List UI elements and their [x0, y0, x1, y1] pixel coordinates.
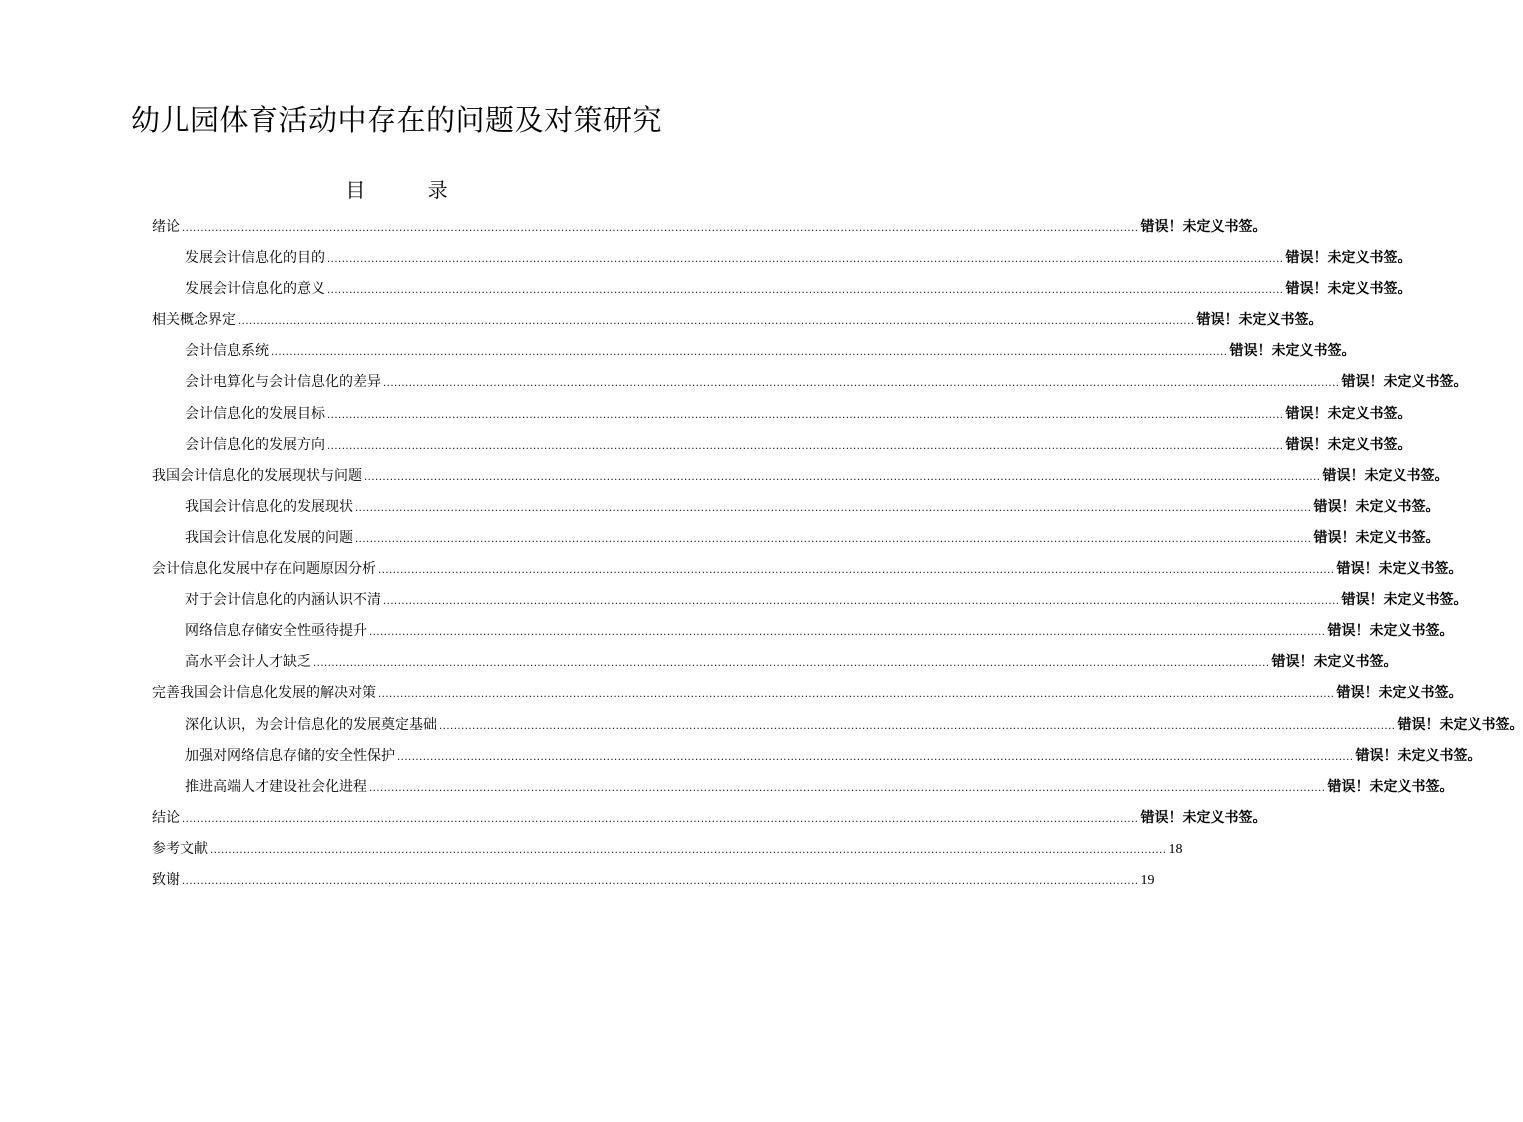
- toc-entry-page: 错误！未定义书签。: [1336, 685, 1463, 702]
- toc-entry-page: 错误！未定义书签。: [1336, 561, 1463, 578]
- toc-entry-page: 错误！未定义书签。: [1397, 716, 1523, 733]
- toc-dot-leader: ....................................................................................................................................................................................................................................................................: [182, 223, 1139, 234]
- toc-entry[interactable]: [152, 274, 1412, 305]
- toc-entry-page: 错误！未定义书签。: [1313, 529, 1440, 546]
- toc-entry-label: 加强对网络信息存储的安全性保护: [185, 747, 395, 764]
- toc-entry-page: 错误！未定义书签。: [1196, 312, 1323, 329]
- toc-entry-page: 错误！未定义书签。: [1322, 467, 1449, 484]
- toc-entry[interactable]: [152, 772, 1454, 803]
- toc-entry-label: 会计信息系统: [185, 343, 269, 360]
- toc-entry-label: 参考文献: [152, 840, 208, 857]
- toc-entry-label: 发展会计信息化的目的: [185, 250, 325, 267]
- toc-entry-page: 18: [1168, 841, 1183, 857]
- toc-entry-label: 对于会计信息化的内涵认识不清: [185, 592, 381, 609]
- toc-entry[interactable]: [152, 585, 1468, 616]
- toc-dot-leader: ....................................................................................................................................................................................................................................................................: [327, 440, 1284, 452]
- toc-entry[interactable]: [152, 523, 1440, 554]
- toc-entry-label: 我国会计信息化的发展现状: [185, 498, 353, 515]
- toc-dot-leader: ....................................................................................................................................................................................................................................................................: [383, 596, 1340, 608]
- toc-entry-page: 错误！未定义书签。: [1285, 436, 1412, 453]
- toc-dot-leader: ....................................................................................................................................................................................................................................................................: [369, 782, 1326, 794]
- toc-entry-page: 错误！未定义书签。: [1140, 809, 1267, 826]
- toc-dot-leader: ....................................................................................................................................................................................................................................................................: [378, 689, 1335, 701]
- toc-entry-label: 我国会计信息化发展的问题: [185, 529, 353, 546]
- toc-entry-label: 我国会计信息化的发展现状与问题: [152, 467, 362, 484]
- toc-dot-leader: ....................................................................................................................................................................................................................................................................: [210, 844, 1167, 856]
- toc-entry-page: 错误！未定义书签。: [1327, 778, 1454, 795]
- toc-entry-label: 发展会计信息化的意义: [185, 281, 325, 298]
- toc-dot-leader: ....................................................................................................................................................................................................................................................................: [355, 502, 1312, 514]
- toc-entry[interactable]: [152, 834, 1183, 865]
- toc-dot-leader: ....................................................................................................................................................................................................................................................................: [182, 813, 1139, 825]
- toc-entry[interactable]: [152, 741, 1482, 772]
- toc-entry-label: 会计信息化的发展目标: [185, 405, 325, 422]
- toc-entry[interactable]: [152, 336, 1356, 367]
- toc-dot-leader: ....................................................................................................................................................................................................................................................................: [364, 471, 1321, 483]
- toc-entry-page: 错误！未定义书签。: [1285, 250, 1412, 267]
- toc-dot-leader: ....................................................................................................................................................................................................................................................................: [369, 627, 1326, 639]
- toc-dot-leader: ....................................................................................................................................................................................................................................................................: [327, 285, 1284, 297]
- toc-entry-label: 相关概念界定: [152, 312, 236, 329]
- toc-dot-leader: ....................................................................................................................................................................................................................................................................: [238, 316, 1195, 328]
- toc-entry-label: 会计信息化的发展方向: [185, 436, 325, 453]
- toc-dot-leader: ....................................................................................................................................................................................................................................................................: [271, 347, 1228, 359]
- toc-entry[interactable]: [152, 399, 1412, 430]
- toc-entry-page: 错误！未定义书签。: [1140, 219, 1267, 235]
- toc-entry[interactable]: [152, 212, 1267, 243]
- toc-dot-leader: ....................................................................................................................................................................................................................................................................: [378, 565, 1335, 577]
- toc-entry-label: 完善我国会计信息化发展的解决对策: [152, 685, 376, 702]
- toc-entry[interactable]: [152, 710, 1523, 741]
- toc-entry-label: 致谢: [152, 871, 180, 888]
- toc-dot-leader: ....................................................................................................................................................................................................................................................................: [327, 254, 1284, 266]
- toc-entry-page: 错误！未定义书签。: [1341, 374, 1468, 391]
- toc-dot-leader: ....................................................................................................................................................................................................................................................................: [383, 378, 1340, 390]
- toc-entry[interactable]: [152, 554, 1463, 585]
- table-of-contents: [152, 212, 1523, 896]
- toc-entry-page: 错误！未定义书签。: [1341, 592, 1468, 609]
- toc-entry[interactable]: [152, 243, 1412, 274]
- toc-entry[interactable]: [152, 492, 1440, 523]
- toc-entry-label: 绪论: [152, 219, 180, 235]
- toc-entry[interactable]: [152, 865, 1155, 896]
- toc-entry-label: 推进高端人才建设社会化进程: [185, 778, 367, 795]
- toc-dot-leader: ....................................................................................................................................................................................................................................................................: [313, 658, 1270, 670]
- toc-entry[interactable]: [152, 430, 1412, 461]
- toc-entry-page: 19: [1140, 872, 1155, 888]
- toc-entry[interactable]: [152, 367, 1468, 398]
- toc-dot-leader: ....................................................................................................................................................................................................................................................................: [397, 751, 1354, 763]
- toc-entry[interactable]: [152, 647, 1398, 678]
- toc-dot-leader: ....................................................................................................................................................................................................................................................................: [327, 409, 1284, 421]
- toc-heading: 目 录: [345, 178, 476, 202]
- toc-entry-page: 错误！未定义书签。: [1285, 281, 1412, 298]
- toc-entry-label: 高水平会计人才缺乏: [185, 654, 311, 671]
- toc-dot-leader: ....................................................................................................................................................................................................................................................................: [182, 875, 1139, 887]
- toc-entry-label: 会计电算化与会计信息化的差异: [185, 374, 381, 391]
- toc-entry[interactable]: [152, 461, 1449, 492]
- toc-entry-label: 深化认识，为会计信息化的发展奠定基础: [185, 716, 437, 733]
- document-title: 幼儿园体育活动中存在的问题及对策研究: [130, 103, 662, 137]
- toc-entry-page: 错误！未定义书签。: [1229, 343, 1356, 360]
- toc-entry-page: 错误！未定义书签。: [1327, 623, 1454, 640]
- toc-entry-page: 错误！未定义书签。: [1285, 405, 1412, 422]
- toc-entry-label: 网络信息存储安全性亟待提升: [185, 623, 367, 640]
- toc-entry[interactable]: [152, 678, 1463, 709]
- toc-entry-page: 错误！未定义书签。: [1355, 747, 1482, 764]
- toc-dot-leader: ....................................................................................................................................................................................................................................................................: [355, 533, 1312, 545]
- toc-entry-label: 结论: [152, 809, 180, 826]
- toc-entry[interactable]: [152, 803, 1267, 834]
- toc-entry-page: 错误！未定义书签。: [1271, 654, 1398, 671]
- toc-dot-leader: ....................................................................................................................................................................................................................................................................: [439, 720, 1396, 732]
- toc-entry-page: 错误！未定义书签。: [1313, 498, 1440, 515]
- toc-entry-label: 会计信息化发展中存在问题原因分析: [152, 561, 376, 578]
- toc-entry[interactable]: [152, 616, 1454, 647]
- toc-entry[interactable]: [152, 305, 1323, 336]
